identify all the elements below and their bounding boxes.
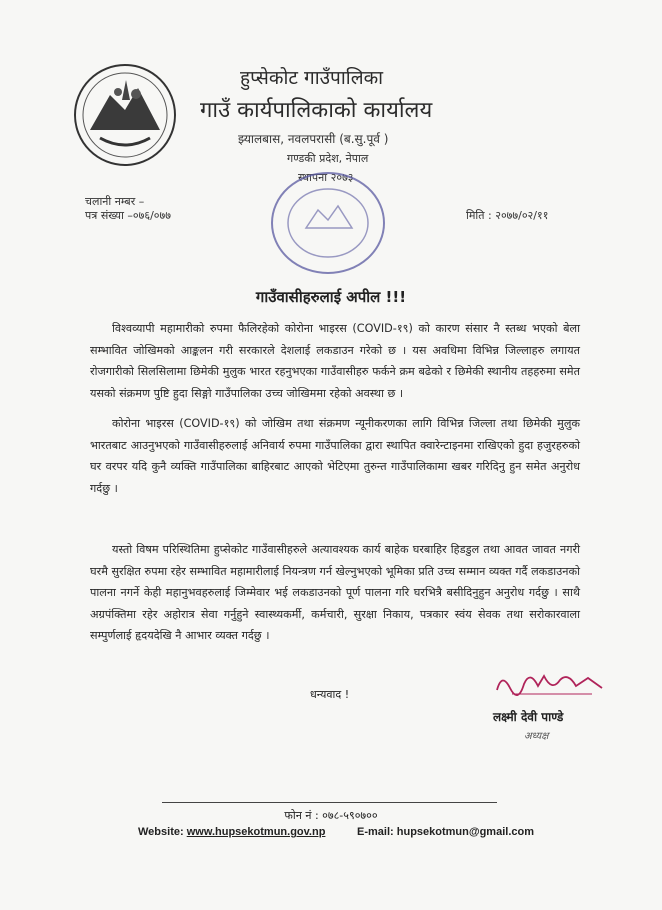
footer-phone: फोन नं : ०७८-५९०७०० [284, 809, 378, 822]
letter-title: गाउँवासीहरुलाई अपील !!! [255, 288, 407, 306]
patra-sankhya: पत्र संख्या –०७६/०७७ [85, 209, 171, 222]
footer-website [138, 826, 325, 838]
office-stamp [268, 168, 388, 278]
paragraph-2: कोरोना भाइरस (COVID-१९) को जोखिम तथा संक्रमण न्यूनीकरणका लागि विभिन्न जिल्ला तथा छिमेकी मुलुक भारतबाट आउनुभएको गाउँवासीहरुलाई अनिवार्य रुपमा गाउँपालिका द्वारा स्थापित क्वारेन्टाइनमा राखिएको हुदा हजुरहरुको घर वरपर यदि कुनै व्यक्ति गाउँपालिका बाहिरबाट आएको भेटिएमा तुरुन्त गाउँपालिकामा खबर गरिदिनु हुन समेत अनुरोध गर्दछु । [90, 417, 580, 495]
handwritten-signature [492, 662, 612, 702]
chalani-number: चलानी नम्बर – [85, 195, 145, 208]
province: गण्डकी प्रदेश, नेपाल [287, 152, 369, 165]
signatory-name: लक्ष्मी देवी पाण्डे [493, 710, 564, 724]
footer-email [357, 826, 534, 838]
signatory-title: अध्यक्ष [524, 731, 549, 742]
letter-date: मिति : २०७७/०२/११ [466, 209, 549, 222]
paragraph-1: विश्वव्यापी महामारीको रुपमा फैलिरहेको कोरोना भाइरस (COVID-१९) को कारण संसार नै स्तब्ध भएको बेला सम्भावित जोखिमको आङ्कलन गरी सरकारले देशलाई लकडाउन गरेको छ । यस अवधिमा विभिन्न जिल्लाहरु लगायत रोजगारीको सिलसिलामा छिमेकी मुलुक भारत रहनुभएका गाउँवासीहरु फर्कने क्रम बढेको र छिमेकी स्थानीय तहहरुमा समेत यसको संक्रमण पुष्टि हुदा सिङ्गो गाउँपालिका उच्च जोखिममा रहेको अवस्था छ । [90, 322, 580, 400]
office-name: गाउँ कार्यपालिकाको कार्यालय [200, 98, 433, 123]
established: स्थापना २०७३ [298, 171, 354, 184]
footer-divider [162, 802, 497, 803]
paragraph-3: यस्तो विषम परिस्थितिमा हुप्सेकोट गाउँवासीहरुले अत्यावश्यक कार्य बाहेक घरबाहिर हिडडुल तथा आवत जावत नगरी घरमै सुरक्षित रुपमा रहेर सम्भावित महामारीलाई नियन्त्रण गर्न खेल्नुभएको भूमिका प्रति उच्च सम्मान व्यक्त गर्दै लकडाउनको पालना नगर्ने केही महानुभवहरुलाई जिम्मेवार भई लकडाउनको पूर्ण पालना गरि घरभित्रै बसीदिनुहुन अनुरोध गर्दछु । साथै अग्रपंक्तिमा रहेर अहोरात्र सेवा गर्नुहुने स्वास्थ्यकर्मी, कर्मचारी, सुरक्षा निकाय, पत्रकार स्वंय सेवक तथा सरोकारवाला सम्पुर्णलाई हृदयदेखि नै आभार व्यक्त गर्दछु । [90, 543, 580, 642]
email-address[interactable]: hupsekotmun@gmail.com [396, 826, 534, 838]
nepal-emblem-logo [70, 60, 180, 170]
website-link[interactable]: www.hupsekotmun.gov.np [186, 826, 326, 838]
municipality-name: हुप्सेकोट गाउँपालिका [240, 67, 384, 89]
thanks: धन्यवाद ! [310, 688, 350, 701]
address: झ्यालबास, नवलपरासी (ब.सु.पूर्व ) [238, 132, 389, 146]
website-label: Website: [138, 826, 184, 838]
email-label: E-mail: [357, 826, 394, 838]
